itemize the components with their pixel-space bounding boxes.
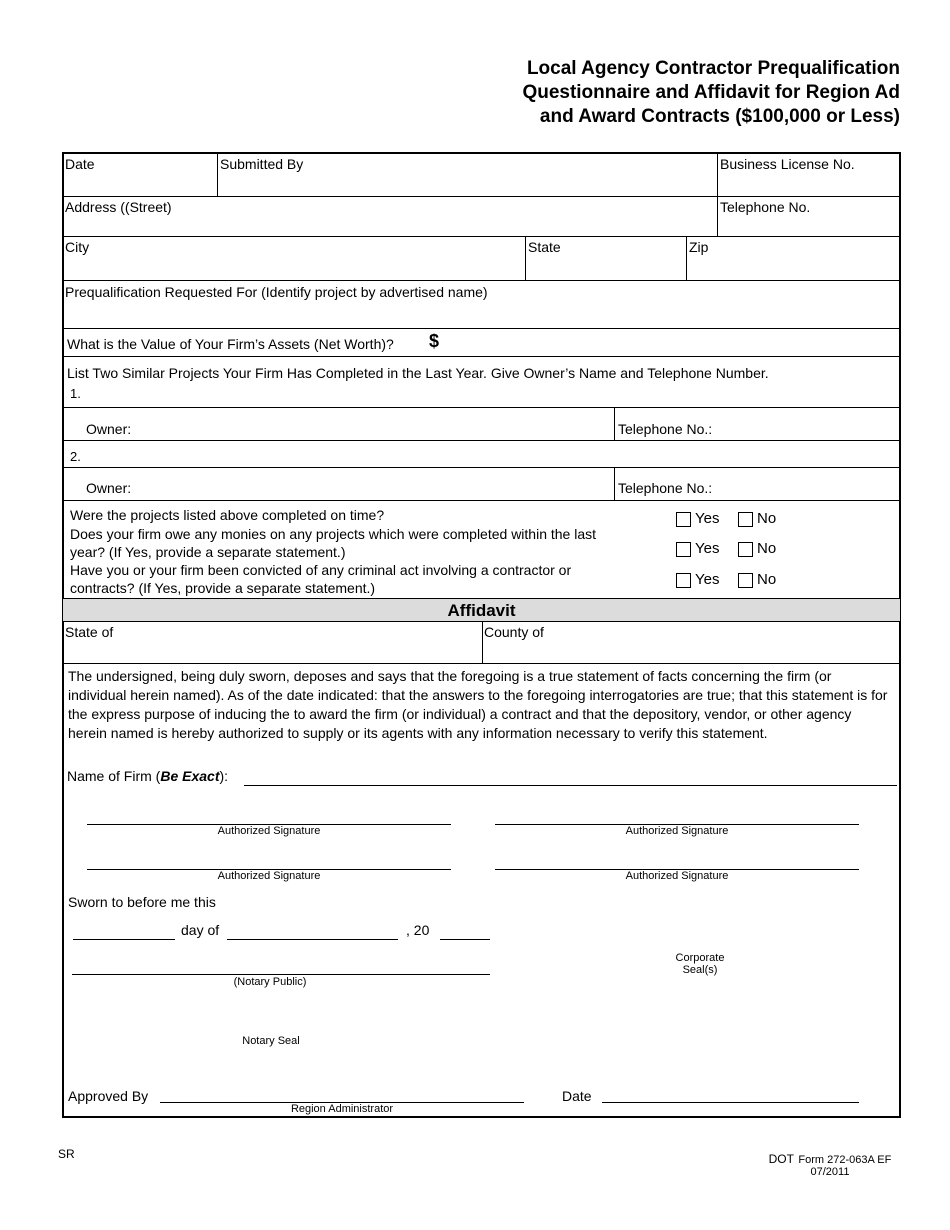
state-of-field[interactable]: State of — [65, 624, 114, 640]
project-2-number[interactable]: 2. — [70, 449, 81, 464]
sworn-month-line[interactable] — [227, 939, 398, 940]
assets-question: What is the Value of Your Firm’s Assets (Net Worth)? — [67, 336, 394, 352]
row-line — [63, 500, 900, 501]
row-line — [63, 236, 900, 237]
name-of-firm-suffix: ): — [219, 768, 229, 784]
owner-1-telephone-field[interactable]: Telephone No.: — [618, 421, 713, 437]
address-field[interactable]: Address ((Street) — [65, 199, 172, 215]
title-line-3 — [380, 105, 900, 129]
question-3-no-label: No — [757, 571, 777, 588]
question-3-text-cont: contracts? (If Yes, provide a separate statement.) — [70, 580, 376, 596]
corporate-seal-label — [650, 952, 750, 976]
row-line — [63, 663, 900, 664]
similar-projects-instruction: List Two Similar Projects Your Firm Has Completed in the Last Year. Give Owner’s Name and Telephone Number. — [67, 365, 769, 381]
affidavit-statement: The undersigned, being duly sworn, deposes and says that the foregoing is a true statement of facts concerning the firm (or individual herein named). As of the date indicated: that the answers to the foregoing interrogatories are true; that this statement is for the express purpose of inducing the to award the firm (or individual) a contract and that the depository, vendor, or other agency herein named is hereby authorized to supply or its agents with any information necessary to verify this statement. — [68, 668, 888, 741]
name-of-firm-label — [67, 768, 228, 784]
title-line-1: Local Agency Contractor Prequalification — [526, 58, 900, 79]
form-number-line — [760, 1153, 900, 1166]
region-administrator-label: Region Administrator — [290, 1103, 394, 1115]
row-line — [63, 467, 900, 468]
row-line — [63, 356, 900, 357]
title-line-2: Questionnaire and Affidavit for Region Ad — [522, 82, 900, 103]
title-line-3-text: and Award Contracts — [539, 106, 730, 127]
question-3-no-checkbox[interactable] — [738, 573, 753, 588]
form-number-block — [760, 1153, 900, 1178]
day-of-label: day of — [181, 922, 220, 938]
affidavit-heading-bar — [63, 598, 900, 622]
corporate-seal-line-1: Corporate — [675, 952, 725, 964]
sworn-year-line[interactable] — [440, 939, 490, 940]
project-1-number[interactable]: 1. — [70, 386, 81, 401]
prequalification-field[interactable]: Prequalification Requested For (Identify project by advertised name) — [65, 284, 488, 300]
business-license-field[interactable]: Business License No. — [720, 156, 855, 172]
question-1-text: Were the projects listed above completed on time? — [70, 507, 385, 523]
question-2-no-label: No — [757, 540, 777, 557]
question-3-text: Have you or your firm been convicted of any criminal act involving a contractor or — [70, 562, 572, 578]
signature-label-2: Authorized Signature — [625, 825, 729, 837]
year-prefix-label: , 20 — [406, 922, 430, 938]
name-of-firm-emphasis: Be Exact — [160, 768, 220, 784]
county-of-field[interactable]: County of — [484, 624, 544, 640]
question-3-yes-label: Yes — [695, 571, 720, 588]
question-2-text: Does your firm owe any monies on any projects which were completed within the last — [70, 526, 597, 542]
state-field[interactable]: State — [528, 239, 561, 255]
question-2-yes-label: Yes — [695, 540, 720, 557]
signature-label-1: Authorized Signature — [217, 825, 321, 837]
sworn-day-line[interactable] — [73, 939, 175, 940]
telephone-field[interactable]: Telephone No. — [720, 199, 811, 215]
zip-field[interactable]: Zip — [689, 239, 709, 255]
divider — [686, 236, 687, 280]
form-number: Form 272-063A EF — [798, 1154, 892, 1166]
row-line — [63, 196, 900, 197]
divider — [614, 407, 615, 440]
submitted-by-field[interactable]: Submitted By — [220, 156, 304, 172]
footer-code: SR — [58, 1147, 75, 1161]
name-of-firm-input-line[interactable] — [244, 785, 897, 786]
notary-public-line[interactable] — [72, 974, 490, 975]
row-line — [63, 280, 900, 281]
approval-date-label: Date — [562, 1088, 592, 1104]
question-2-no-checkbox[interactable] — [738, 542, 753, 557]
signature-label-3: Authorized Signature — [217, 870, 321, 882]
affidavit-heading: Affidavit — [447, 601, 516, 620]
question-2-yes-checkbox[interactable] — [676, 542, 691, 557]
divider — [717, 153, 718, 236]
question-1-no-checkbox[interactable] — [738, 512, 753, 527]
signature-label-4: Authorized Signature — [625, 870, 729, 882]
row-line — [63, 328, 900, 329]
owner-2-telephone-field[interactable]: Telephone No.: — [618, 480, 713, 496]
row-line — [63, 407, 900, 408]
question-3-yes-checkbox[interactable] — [676, 573, 691, 588]
form-title — [380, 57, 900, 129]
divider — [482, 622, 483, 663]
divider — [217, 153, 218, 196]
approval-date-line[interactable] — [602, 1102, 859, 1103]
divider — [525, 236, 526, 280]
form-date: 07/2011 — [810, 1166, 850, 1178]
notary-seal-label: Notary Seal — [242, 1035, 300, 1047]
question-1-no-label: No — [757, 510, 777, 527]
city-field[interactable]: City — [65, 239, 90, 255]
title-amount: ($100,000 or Less) — [735, 106, 900, 127]
date-field[interactable]: Date — [65, 156, 95, 172]
owner-2-field[interactable]: Owner: — [86, 480, 132, 496]
question-1-yes-checkbox[interactable] — [676, 512, 691, 527]
question-1-yes-label: Yes — [695, 510, 720, 527]
row-line — [63, 440, 900, 441]
owner-1-field[interactable]: Owner: — [86, 421, 132, 437]
notary-public-label: (Notary Public) — [233, 976, 307, 988]
approved-by-label: Approved By — [68, 1088, 149, 1104]
corporate-seal-line-2: Seal(s) — [682, 964, 718, 976]
question-2-text-cont: year? (If Yes, provide a separate statement.) — [70, 544, 346, 560]
form-prefix: DOT — [768, 1152, 794, 1166]
dollar-sign: $ — [429, 331, 440, 351]
name-of-firm-prefix: Name of Firm ( — [67, 768, 161, 784]
divider — [614, 467, 615, 500]
sworn-text: Sworn to before me this — [68, 894, 216, 910]
